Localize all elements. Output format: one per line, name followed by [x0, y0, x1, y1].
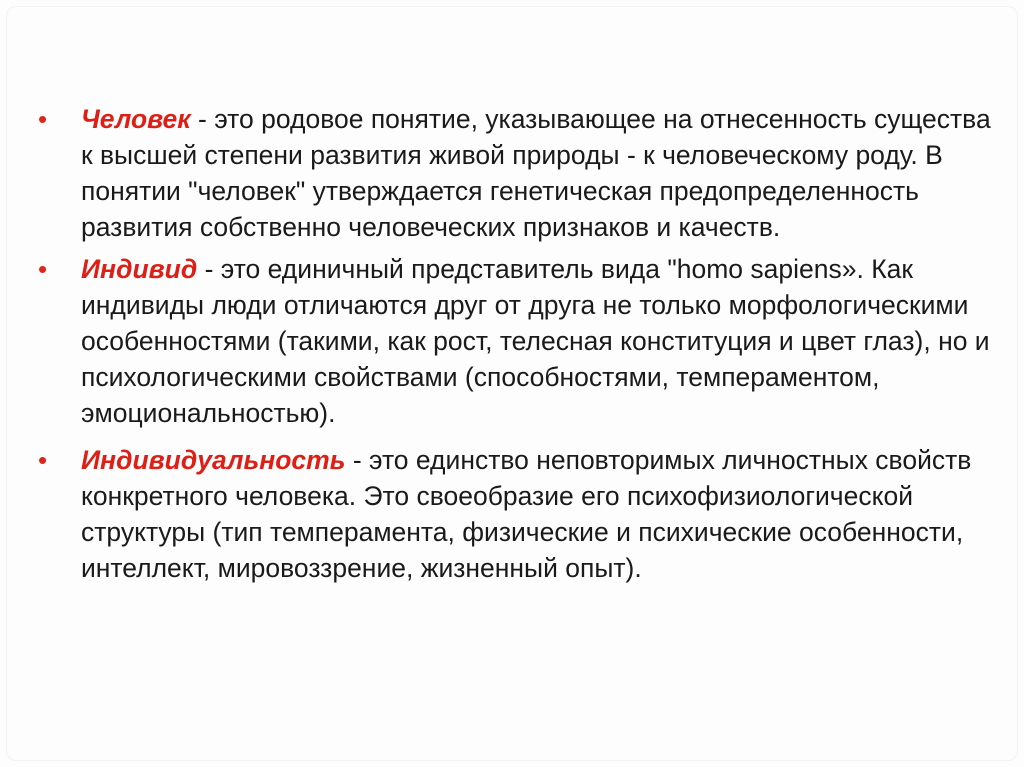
definition-list [38, 101, 998, 592]
term-human: Человек [81, 104, 191, 134]
definition-item-individual [38, 251, 998, 431]
term-individuality: Индивидуальность [81, 445, 346, 475]
definition-human: - это родовое понятие, указывающее на отнесенность существа к высшей степени развития живой природы - к человеческому роду. В понятии "человек" утверждается генетическая предопределенность развития собственно человеческих признаков и качеств. [81, 104, 991, 242]
bullet-icon: • [38, 445, 48, 475]
bullet-icon: • [38, 104, 48, 134]
definition-individuality: - это единство неповторимых личностных свойств конкретного человека. Это своеобразие его психофизиологической структуры (тип темперамента, физические и психические особенности, интеллект, мировоззрение, жизненный опыт). [81, 445, 972, 583]
bullet-icon: • [38, 254, 48, 284]
definition-individual: - это единичный представитель вида "homo sapiens». Как индивиды люди отличаются друг от друга не только морфологическими особенностями (такими, как рост, телесная конституция и цвет глаз), но и психологическими свойствами (способностями, темпераментом, эмоциональностью). [81, 254, 990, 428]
definition-item-human [38, 101, 998, 245]
term-individual: Индивид [81, 254, 198, 284]
definition-item-individuality [38, 442, 998, 586]
